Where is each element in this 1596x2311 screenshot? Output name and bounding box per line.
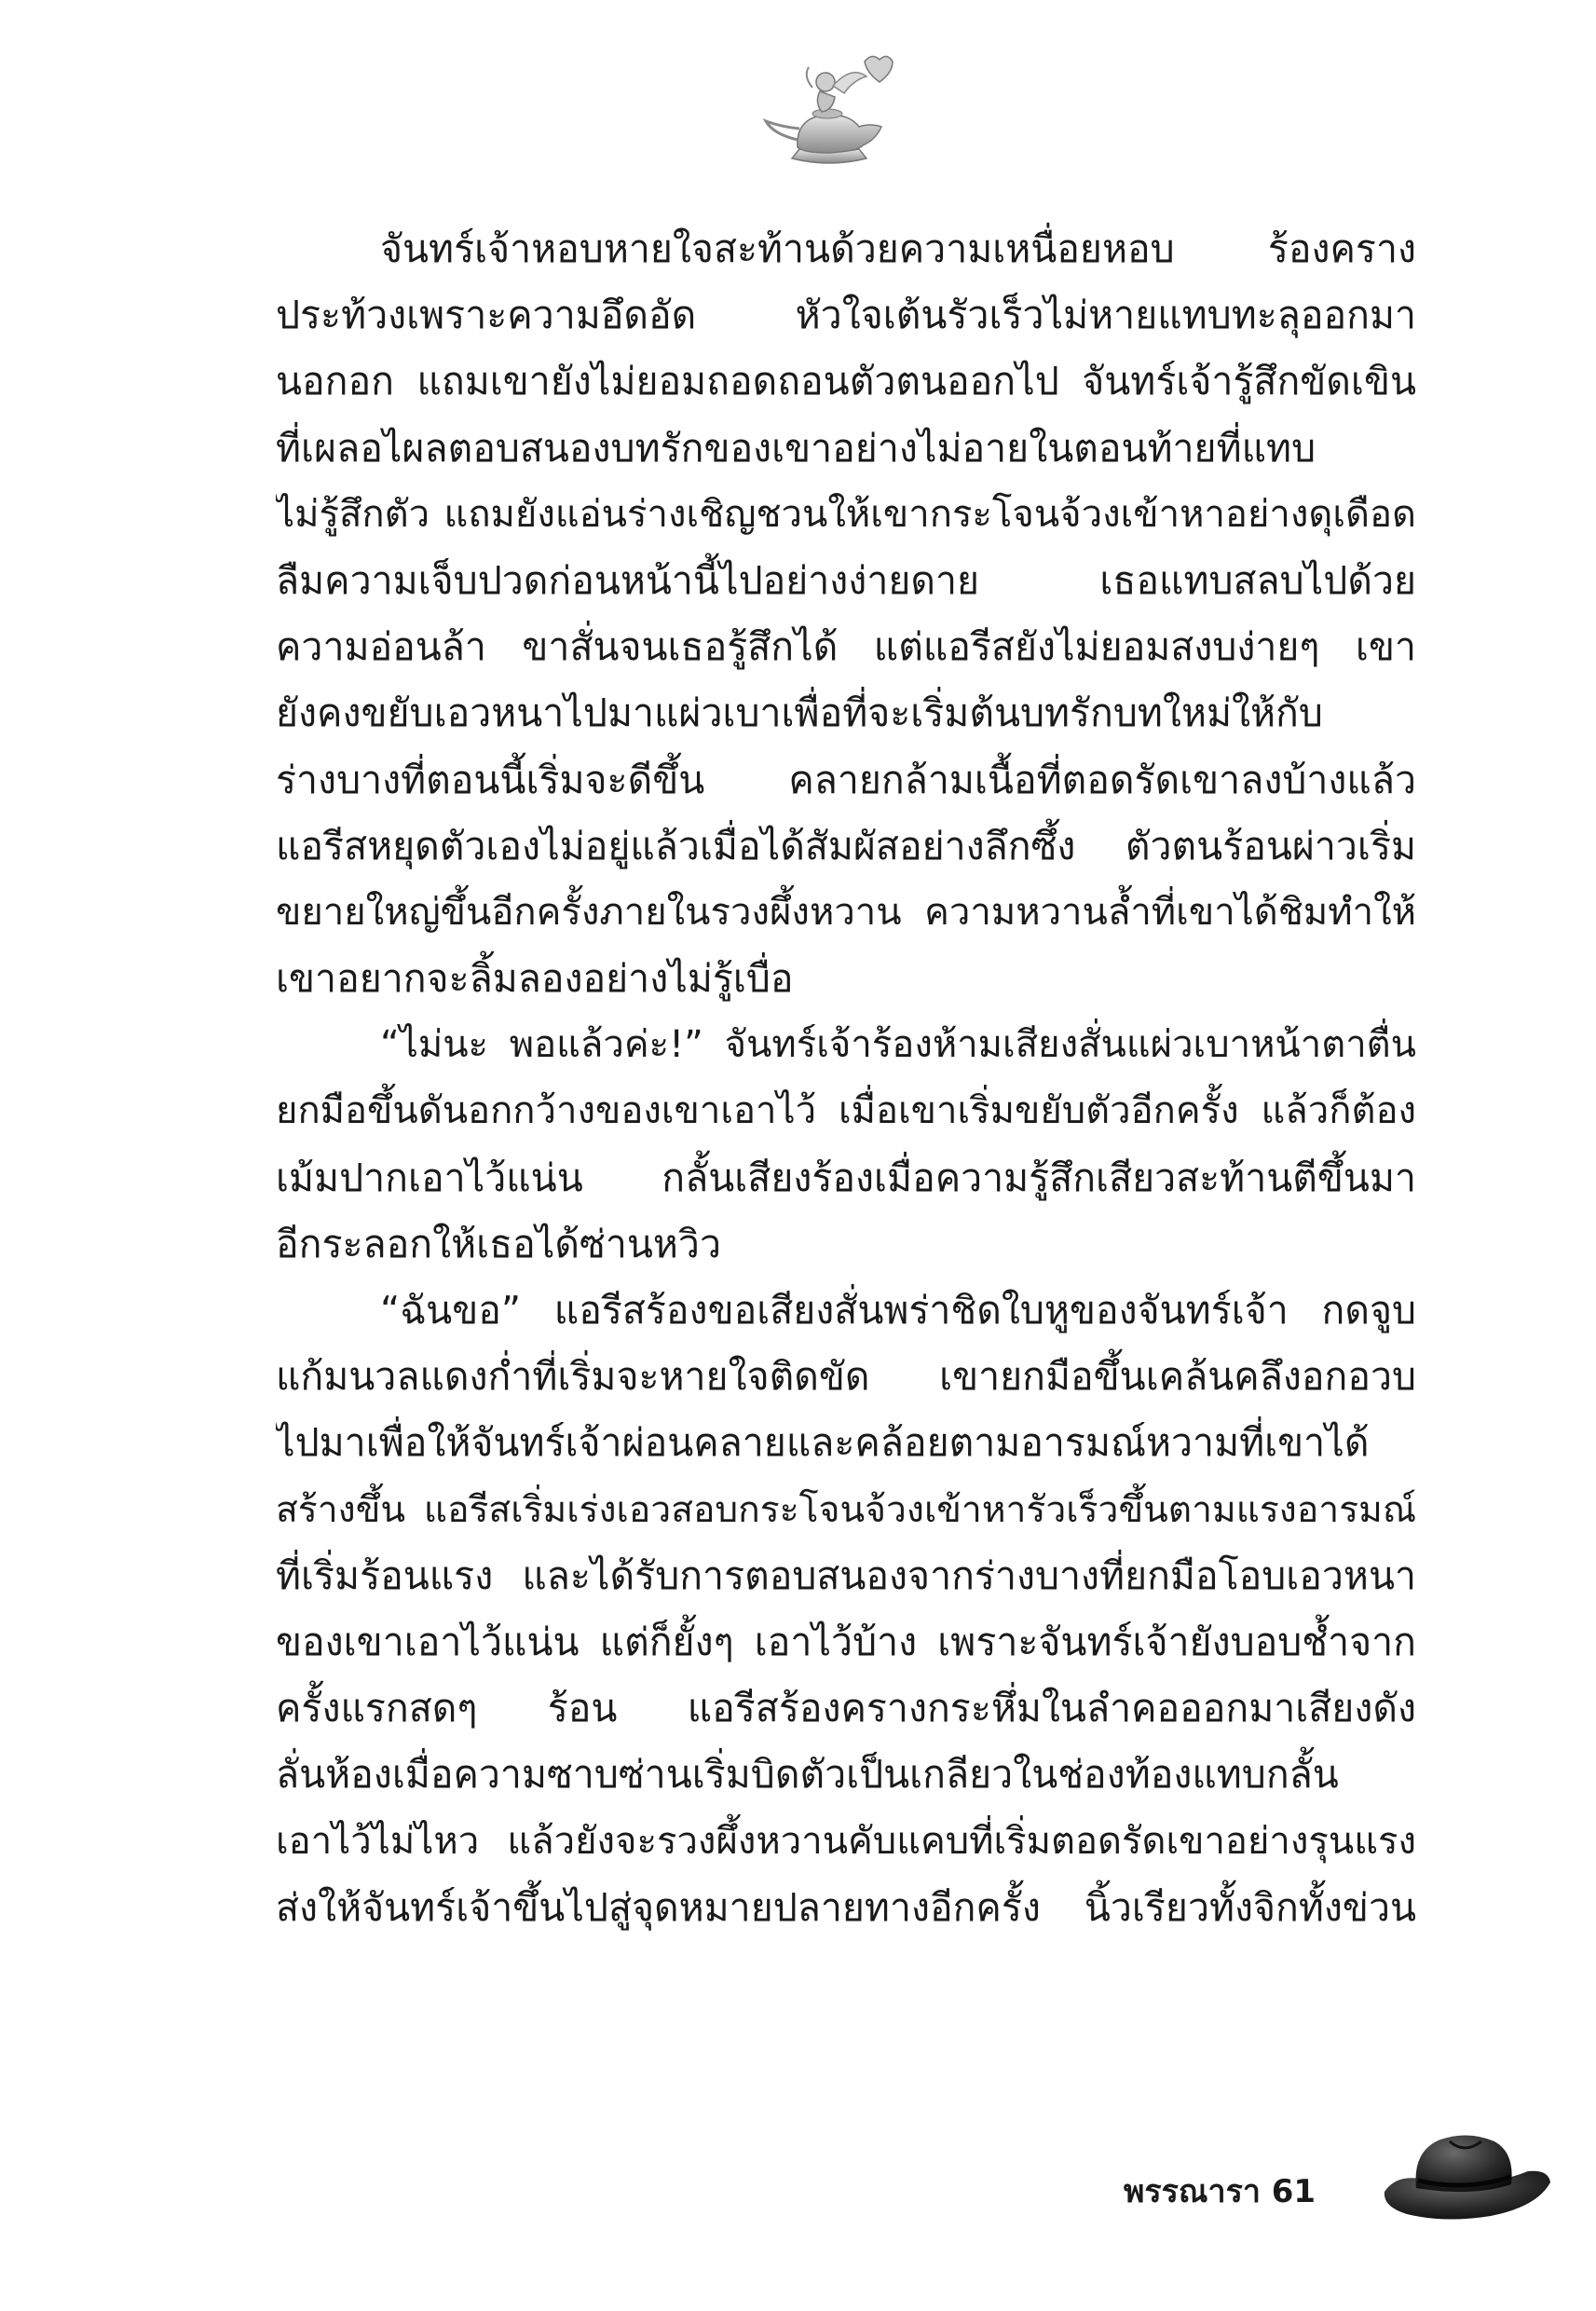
footer-author-page-number: พรรณารา 61	[1124, 2173, 1316, 2210]
cupid-teapot-ornament-icon	[755, 48, 904, 170]
text-line: แก้มนวลแดงก่ำที่เริ่มจะหายใจติดขัด เขายกมือขึ้นเคล้นคลึงอกอวบ	[276, 1354, 1416, 1400]
text-line: ลั่นห้องเมื่อความซาบซ่านเริ่มบิดตัวเป็นเกลียวในช่องท้องแทบกลั้น	[276, 1752, 1339, 1798]
text-line: ที่เริ่มร้อนแรง และได้รับการตอบสนองจากร่างบางที่ยกมือโอบเอวหนา	[276, 1552, 1416, 1598]
text-line: แอรีสหยุดตัวเองไม่อยู่แล้วเมื่อได้สัมผัสอย่างลึกซึ้ง ตัวตนร้อนผ่าวเริ่ม	[276, 823, 1416, 868]
text-line: ไม่รู้สึกตัว แถมยังแอ่นร่างเชิญชวนให้เขากระโจนจ้วงเข้าหาอย่างดุเดือด	[276, 492, 1416, 536]
text-line: เขาอยากจะลิ้มลองอย่างไม่รู้เบื่อ	[276, 956, 794, 1002]
text-line: เม้มปากเอาไว้แน่น กลั้นเสียงร้องเมื่อความรู้สึกเสียวสะท้านตีขึ้นมา	[276, 1155, 1416, 1200]
text-line: นอกอก แถมเขายังไม่ยอมถอดถอนตัวตนออกไป จันทร์เจ้ารู้สึกขัดเขิน	[276, 359, 1416, 404]
text-line: ยังคงขยับเอวหนาไปมาแผ่วเบาเพื่อที่จะเริ่มต้นบทรักบทใหม่ให้กับ	[276, 691, 1323, 736]
hat-icon	[1379, 2123, 1552, 2235]
body-text	[276, 216, 1416, 1941]
text-line: ประท้วงเพราะความอึดอัด หัวใจเต้นรัวเร็วไม่หายแทบทะลุออกมา	[276, 293, 1416, 338]
text-line: ลืมความเจ็บปวดก่อนหน้านี้ไปอย่างง่ายดาย เธอแทบสลบไปด้วย	[276, 557, 1416, 603]
text-line: ส่งให้จันทร์เจ้าขึ้นไปสู่จุดหมายปลายทางอีกครั้ง นิ้วเรียวทั้งจิกทั้งข่วน	[276, 1884, 1416, 1930]
text-line: ยกมือขึ้นดันอกกว้างของเขาเอาไว้ เมื่อเขาเริ่มขยับตัวอีกครั้ง แล้วก็ต้อง	[276, 1089, 1416, 1133]
text-line: ของเขาเอาไว้แน่น แต่ก็ยั้งๆ เอาไว้บ้าง เพราะจันทร์เจ้ายังบอบช้ำจาก	[276, 1619, 1416, 1664]
text-line: ร่างบางที่ตอนนี้เริ่มจะดีขึ้น คลายกล้ามเนื้อที่ตอดรัดเขาลงบ้างแล้ว	[276, 757, 1416, 802]
text-line: “ไม่นะ พอแล้วค่ะ!” จันทร์เจ้าร้องห้ามเสียงสั่นแผ่วเบาหน้าตาตื่น	[380, 1023, 1416, 1067]
text-line: เอาไว้ไม่ไหว แล้วยังจะรวงผึ้งหวานคับแคบที่เริ่มตอดรัดเขาอย่างรุนแรง	[276, 1819, 1416, 1863]
text-line: “ฉันขอ” แอรีสร้องขอเสียงสั่นพร่าชิดใบหูของจันทร์เจ้า กดจูบ	[380, 1288, 1416, 1333]
text-line: อีกระลอกให้เธอได้ซ่านหวิว	[276, 1221, 721, 1266]
text-line: ไปมาเพื่อให้จันทร์เจ้าผ่อนคลายและคล้อยตามอารมณ์หวามที่เขาได้	[276, 1420, 1370, 1466]
text-line: สร้างขึ้น แอรีสเริ่มเร่งเอวสอบกระโจนจ้วงเข้าหารัวเร็วขึ้นตามแรงอารมณ์	[276, 1488, 1416, 1531]
text-line: จันทร์เจ้าหอบหายใจสะท้านด้วยความเหนื่อยหอบ ร้องคราง	[380, 226, 1416, 271]
text-line: ครั้งแรกสดๆ ร้อน แอรีสร้องครางกระหึ่มในลำคอออกมาเสียงดัง	[276, 1686, 1416, 1731]
text-line: ความอ่อนล้า ขาสั่นจนเธอรู้สึกได้ แต่แอรีสยังไม่ยอมสงบง่ายๆ เขา	[276, 624, 1416, 670]
text-line: ขยายใหญ่ขึ้นอีกครั้งภายในรวงผึ้งหวาน ความหวานล้ำที่เขาได้ชิมทำให้	[276, 890, 1416, 934]
text-line: ที่เผลอไผลตอบสนองบทรักของเขาอย่างไม่อายในตอนท้ายที่แทบ	[276, 425, 1316, 471]
